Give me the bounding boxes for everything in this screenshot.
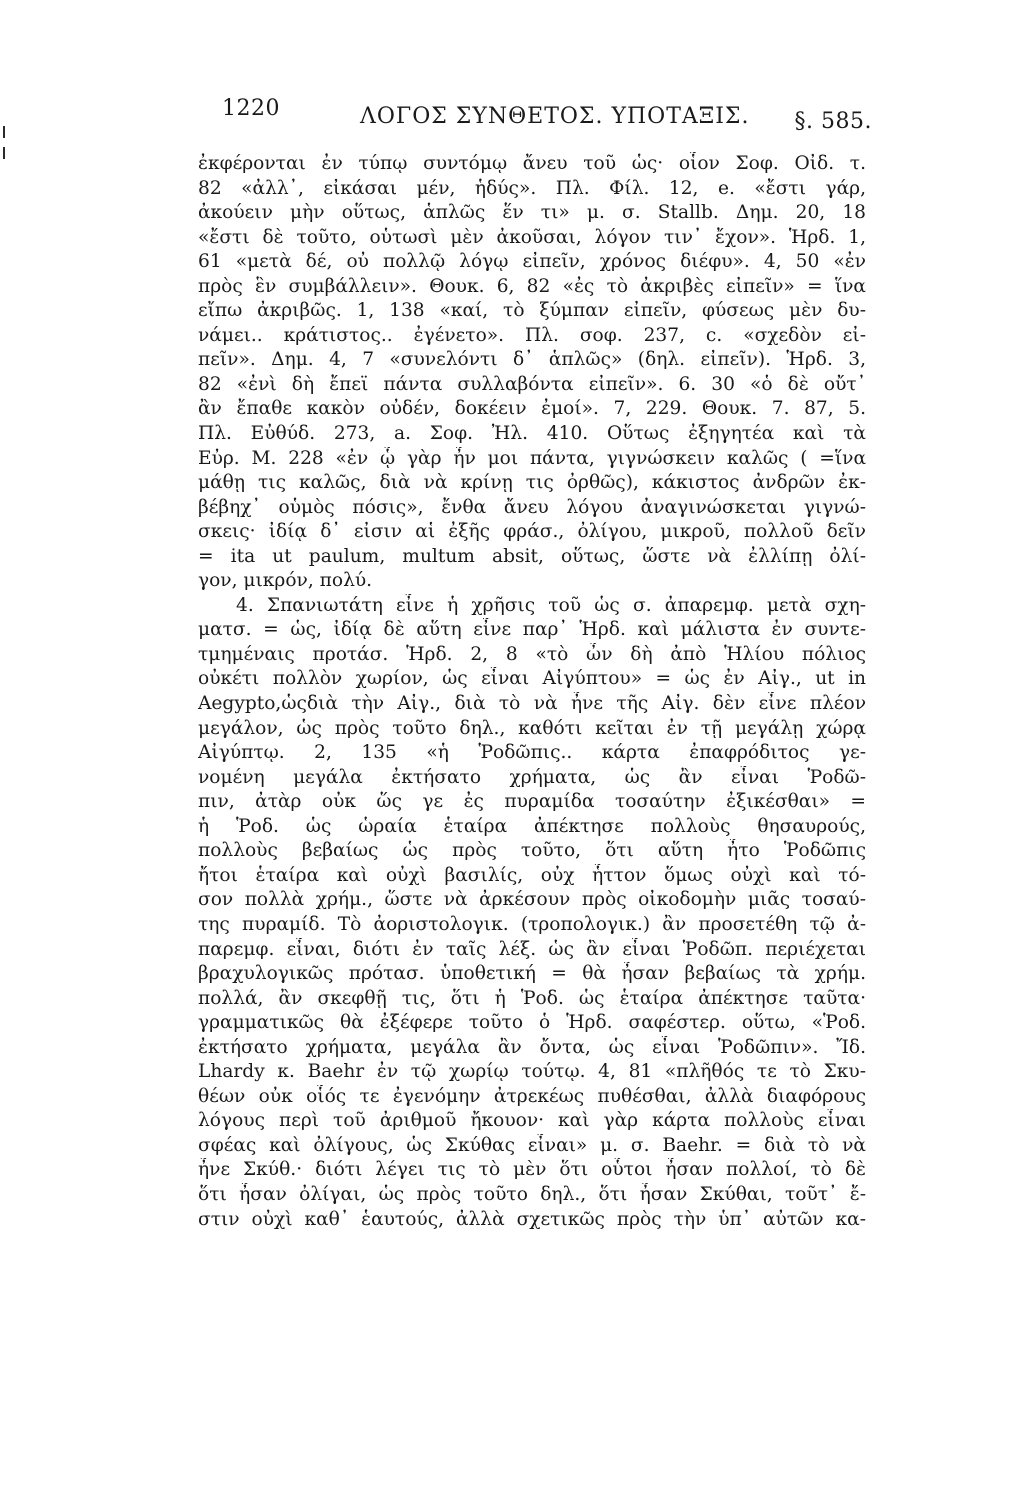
text-line: σκεις· ἰδίᾳ δ᾽ εἰσιν αἱ ἐξῆς φράσ., ὀλίγου, μικροῦ, πολλοῦ δεῖν — [198, 521, 866, 543]
text-line: της πυραμίδ. Τὸ ἀοριστολογικ. (τροπολογικ.) ἂν προσετέθη τῷ ἀ- — [198, 913, 866, 935]
margin-mark — [3, 147, 5, 159]
text-line: παρεμφ. εἶναι, διότι ἐν ταῖς λέξ. ὡς ἂν εἶναι Ῥοδῶπ. περιέχεται — [198, 938, 866, 960]
text-line: στιν οὐχὶ καθ᾽ ἑαυτούς, ἀλλὰ σχετικῶς πρὸς τὴν ὑπ᾽ αὐτῶν κα- — [198, 1208, 866, 1230]
text-line: μεγάλον, ὡς πρὸς τοῦτο δηλ., καθότι κεῖται ἐν τῇ μεγάλῃ χώρᾳ — [198, 717, 866, 739]
text-line: «ἔστι δὲ τοῦτο, οὑτωσὶ μὲν ἀκοῦσαι, λόγον τιν᾽ ἔχον». Ἡρδ. 1, — [198, 226, 866, 248]
text-line: ἀκούειν μὴν οὕτως, ἁπλῶς ἕν τι» μ. σ. Stallb. Δημ. 20, 18 — [198, 202, 866, 224]
text-line: γον, μικρόν, πολύ. — [198, 570, 373, 592]
text-line: ματσ. = ὡς, ἰδίᾳ δὲ αὕτη εἶνε παρ᾽ Ἡρδ. καὶ μάλιστα ἐν συντε- — [198, 619, 866, 641]
text-line: πιν, ἀτὰρ οὐκ ὥς γε ἐς πυραμίδα τοσαύτην ἐξικέσθαι» = — [198, 791, 866, 813]
margin-mark — [3, 126, 5, 138]
text-line: 82 «ἀλλ᾽, εἰκάσαι μέν, ἡδύς». Πλ. Φίλ. 12, e. «ἔστι γάρ, — [198, 177, 866, 199]
text-line: Πλ. Εὐθύδ. 273, a. Σοφ. Ἠλ. 410. Οὕτως ἐξηγητέα καὶ τὰ — [198, 423, 866, 445]
text-line: σον πολλὰ χρήμ., ὥστε νὰ ἀρκέσουν πρὸς οἰκοδομὴν μιᾶς τοσαύ- — [198, 889, 866, 911]
text-line: ἐκτήσατο χρήματα, μεγάλα ἂν ὄντα, ὡς εἶναι Ῥοδῶπιν». Ἴδ. — [198, 1036, 866, 1058]
text-line: ὅτι ἦσαν ὀλίγαι, ὡς πρὸς τοῦτο δηλ., ὅτι ἦσαν Σκύθαι, τοῦτ᾽ ἔ- — [198, 1183, 866, 1205]
text-line: ἐκφέρονται ἐν τύπῳ συντόμῳ ἄνευ τοῦ ὡς· οἷον Σοφ. Οἰδ. τ. — [198, 153, 866, 174]
text-line: 82 «ἐνὶ δὴ ἔπεϊ πάντα συλλαβόντα εἰπεῖν». 6. 30 «ὁ δὲ οὔτ᾽ — [198, 373, 866, 395]
running-title: ΛΟΓΟΣ ΣΥΝΘΕΤΟΣ. ΥΠΟΤΑΞΙΣ. — [360, 104, 750, 129]
text-line: = ita ut paulum, multum absit, οὕτως, ὥστε νὰ ἐλλίπῃ ὀλί- — [198, 545, 866, 567]
text-line: λόγους περὶ τοῦ ἀριθμοῦ ἤκουον· καὶ γὰρ κάρτα πολλοὺς εἶναι — [198, 1110, 866, 1132]
text-line: ἤτοι ἑταίρα καὶ οὐχὶ βασιλίς, οὐχ ἧττον ὅμως οὐχὶ καὶ τό- — [198, 864, 866, 886]
text-line: πολλά, ἂν σκεφθῇ τις, ὅτι ἡ Ῥοδ. ὡς ἑταίρα ἀπέκτησε ταῦτα· — [198, 987, 866, 1009]
text-line: πρὸς ἓν συμβάλλειν». Θουκ. 6, 82 «ἐς τὸ ἀκριβὲς εἰπεῖν» = ἵνα — [198, 275, 866, 297]
text-line: πεῖν». Δημ. 4, 7 «συνελόντι δ᾽ ἁπλῶς» (δηλ. εἰπεῖν). Ἡρδ. 3, — [198, 349, 866, 371]
text-line: Lhardy κ. Baehr ἐν τῷ χωρίῳ τούτῳ. 4, 81 «πλῆθός τε τὸ Σκυ- — [198, 1061, 866, 1083]
body-text — [198, 152, 866, 1232]
text-line: γραμματικῶς θὰ ἐξέφερε τοῦτο ὁ Ἡρδ. σαφέστερ. οὕτω, «Ῥοδ. — [198, 1012, 866, 1034]
text-line: ἦνε Σκύθ.· διότι λέγει τις τὸ μὲν ὅτι οὗτοι ἦσαν πολλοί, τὸ δὲ — [198, 1159, 866, 1181]
page-number: 1220 — [222, 96, 280, 121]
section-number: §. 585. — [794, 109, 872, 134]
text-line: οὐκέτι πολλὸν χωρίον, ὡς εἶναι Αἰγύπτου» = ὡς ἐν Αἰγ., ut in — [198, 668, 866, 690]
text-line: βέβηχ᾽ οὑμὸς πόσις», ἔνθα ἄνευ λόγου ἀναγινώσκεται γιγνώ- — [198, 496, 866, 518]
text-line: Εὐρ. Μ. 228 «ἐν ᾧ γὰρ ἦν μοι πάντα, γιγνώσκειν καλῶς ( =ἵνα — [198, 447, 866, 469]
text-line: μάθῃ τις καλῶς, διὰ νὰ κρίνῃ τις ὀρθῶς), κάκιστος ἀνδρῶν ἐκ- — [198, 472, 866, 494]
text-line: νομένη μεγάλα ἐκτήσατο χρήματα, ὡς ἂν εἶναι Ῥοδῶ- — [198, 766, 866, 788]
text-line: 61 «μετὰ δέ, οὐ πολλῷ λόγῳ εἰπεῖν, χρόνος διέφυ». 4, 50 «ἐν — [198, 251, 866, 273]
text-line: Αἰγύπτῳ. 2, 135 «ἡ Ῥοδῶπις.. κάρτα ἐπαφρόδιτος γε- — [198, 742, 866, 764]
text-line: θέων οὐκ οἷός τε ἐγενόμην ἀτρεκέως πυθέσθαι, ἀλλὰ διαφόρους — [198, 1085, 866, 1107]
text-line: τμημέναις προτάσ. Ἡρδ. 2, 8 «τὸ ὦν δὴ ἀπὸ Ἡλίου πόλιος — [198, 643, 866, 665]
text-line: βραχυλογικῶς πρότασ. ὑποθετική = θὰ ἦσαν βεβαίως τὰ χρήμ. — [198, 963, 866, 985]
text-line: ἂν ἔπαθε κακὸν οὐδέν, δοκέειν ἐμοί». 7, 229. Θουκ. 7. 87, 5. — [198, 398, 866, 420]
text-line: νάμει.. κράτιστος.. ἐγένετο». Πλ. σοφ. 237, c. «σχεδὸν εἰ- — [198, 324, 866, 346]
text-line: πολλοὺς βεβαίως ὡς πρὸς τοῦτο, ὅτι αὕτη ἦτο Ῥοδῶπις — [198, 840, 866, 862]
text-line: εἴπω ἀκριβῶς. 1, 138 «καί, τὸ ξύμπαν εἰπεῖν, φύσεως μὲν δυ- — [198, 300, 866, 322]
paragraph-start-line: 4. Σπανιωτάτη εἶνε ἡ χρῆσις τοῦ ὡς σ. ἀπαρεμφ. μετὰ σχη- — [236, 594, 866, 616]
page-header — [222, 96, 872, 132]
text-line: σφέας καὶ ὀλίγους, ὡς Σκύθας εἶναι» μ. σ. Baehr. = διὰ τὸ νὰ — [198, 1134, 866, 1156]
text-line: Aegypto,ὡςδιὰ τὴν Αἰγ., διὰ τὸ νὰ ἦνε τῆς Αἰγ. δὲν εἶνε πλέον — [198, 693, 866, 715]
text-line: ἡ Ῥοδ. ὡς ὡραία ἑταίρα ἀπέκτησε πολλοὺς θησαυρούς, — [198, 815, 866, 837]
